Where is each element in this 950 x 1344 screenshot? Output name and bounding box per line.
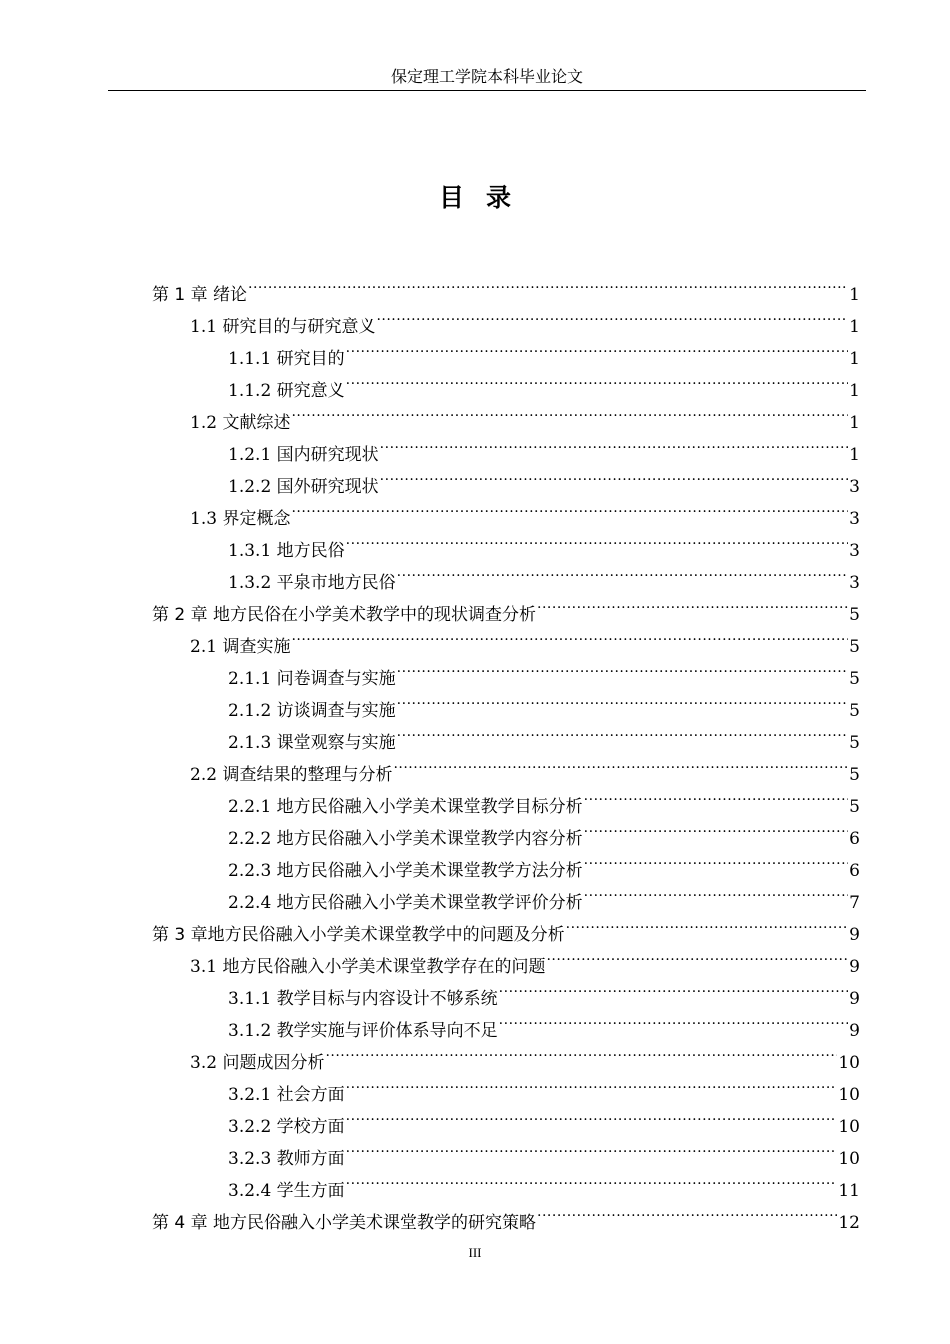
toc-entry-label: 1.3 界定概念 — [190, 509, 291, 529]
toc-entry-label: 3.2.2 学校方面 — [228, 1117, 345, 1137]
toc-entry[interactable] — [152, 268, 860, 305]
toc-entry-label: 2.2 调查结果的整理与分析 — [190, 765, 393, 785]
toc-entry-page: 1 — [849, 285, 860, 305]
footer-page-number: III — [468, 1245, 482, 1260]
table-of-contents — [152, 268, 860, 1233]
toc-entry-page: 5 — [849, 669, 860, 689]
toc-entry-page: 10 — [838, 1085, 860, 1105]
toc-entry-label: 1.3.2 平泉市地方民俗 — [228, 573, 396, 593]
toc-entry-label: 3.2.4 学生方面 — [228, 1181, 345, 1201]
toc-entry-page: 1 — [849, 349, 860, 369]
toc-entry-page: 9 — [849, 989, 860, 1009]
toc-dot-leader — [346, 1164, 838, 1196]
toc-entry-label: 3.1 地方民俗融入小学美术课堂教学存在的问题 — [190, 957, 546, 977]
toc-entry-page: 5 — [849, 765, 860, 785]
toc-entry[interactable] — [152, 300, 860, 337]
toc-dot-leader — [584, 844, 849, 876]
toc-entry-label: 2.2.2 地方民俗融入小学美术课堂教学内容分析 — [228, 829, 583, 849]
toc-dot-leader — [546, 940, 848, 972]
toc-entry-label: 3.1.2 教学实施与评价体系导向不足 — [228, 1021, 498, 1041]
toc-dot-leader — [346, 1100, 838, 1132]
toc-entry-label: 1.1 研究目的与研究意义 — [190, 317, 376, 337]
toc-entry-page: 1 — [849, 413, 860, 433]
toc-entry-label: 第 3 章地方民俗融入小学美术课堂教学中的问题及分析 — [152, 925, 565, 945]
toc-entry-page: 9 — [849, 957, 860, 977]
toc-dot-leader — [248, 268, 848, 300]
toc-dot-leader — [380, 460, 849, 492]
toc-entry-label: 2.1.2 访谈调查与实施 — [228, 701, 396, 721]
toc-entry-page: 10 — [838, 1149, 860, 1169]
toc-dot-leader — [537, 588, 848, 620]
toc-entry-page: 9 — [849, 1021, 860, 1041]
toc-entry-page: 7 — [849, 893, 860, 913]
toc-entry-label: 2.1 调查实施 — [190, 637, 291, 657]
toc-entry-label: 1.2 文献综述 — [190, 413, 291, 433]
toc-entry-page: 3 — [849, 541, 860, 561]
toc-entry-label: 2.2.3 地方民俗融入小学美术课堂教学方法分析 — [228, 861, 583, 881]
toc-entry-page: 5 — [849, 733, 860, 753]
toc-entry-label: 2.2.4 地方民俗融入小学美术课堂教学评价分析 — [228, 893, 583, 913]
toc-entry-label: 2.2.1 地方民俗融入小学美术课堂教学目标分析 — [228, 797, 583, 817]
toc-dot-leader — [499, 1004, 849, 1036]
toc-entry-label: 1.3.1 地方民俗 — [228, 541, 345, 561]
toc-entry-page: 6 — [849, 829, 860, 849]
toc-entry-label: 3.2 问题成因分析 — [190, 1053, 325, 1073]
toc-entry-label: 2.1.3 课堂观察与实施 — [228, 733, 396, 753]
toc-dot-leader — [584, 812, 849, 844]
page-header — [108, 66, 866, 91]
toc-dot-leader — [291, 396, 848, 428]
toc-entry-page: 5 — [849, 605, 860, 625]
toc-entry-label: 3.2.1 社会方面 — [228, 1085, 345, 1105]
toc-entry-page: 10 — [838, 1117, 860, 1137]
toc-dot-leader — [376, 300, 848, 332]
toc-dot-leader — [291, 620, 848, 652]
toc-entry-label: 1.1.1 研究目的 — [228, 349, 345, 369]
toc-entry-page: 12 — [838, 1213, 860, 1233]
toc-entry-page: 1 — [849, 317, 860, 337]
toc-entry-page: 3 — [849, 573, 860, 593]
toc-dot-leader — [566, 908, 849, 940]
toc-dot-leader — [397, 556, 849, 588]
toc-entry-page: 6 — [849, 861, 860, 881]
toc-entry-label: 2.1.1 问卷调查与实施 — [228, 669, 396, 689]
toc-dot-leader — [346, 1068, 838, 1100]
toc-dot-leader — [499, 972, 849, 1004]
toc-entry-page: 5 — [849, 637, 860, 657]
toc-dot-leader — [397, 652, 849, 684]
toc-dot-leader — [346, 332, 849, 364]
toc-dot-leader — [346, 1132, 838, 1164]
toc-entry-page: 10 — [838, 1053, 860, 1073]
page-footer — [0, 1245, 950, 1261]
toc-entry-page: 1 — [849, 445, 860, 465]
toc-entry-label: 第 1 章 绪论 — [152, 285, 248, 305]
toc-dot-leader — [537, 1196, 837, 1228]
toc-entry-page: 11 — [838, 1181, 860, 1201]
toc-dot-leader — [346, 364, 849, 396]
toc-dot-leader — [397, 716, 849, 748]
toc-dot-leader — [291, 492, 848, 524]
toc-title: 目录 — [438, 183, 533, 212]
toc-entry-page: 1 — [849, 381, 860, 401]
toc-dot-leader — [325, 1036, 837, 1068]
toc-entry-label: 1.1.2 研究意义 — [228, 381, 345, 401]
toc-dot-leader — [393, 748, 848, 780]
toc-dot-leader — [584, 780, 849, 812]
toc-dot-leader — [346, 524, 849, 556]
toc-dot-leader — [397, 684, 849, 716]
toc-entry-page: 9 — [849, 925, 860, 945]
toc-entry-label: 第 2 章 地方民俗在小学美术教学中的现状调查分析 — [152, 605, 537, 625]
toc-dot-leader — [584, 876, 849, 908]
toc-entry-label: 1.2.1 国内研究现状 — [228, 445, 379, 465]
toc-dot-leader — [380, 428, 849, 460]
toc-entry-label: 3.2.3 教师方面 — [228, 1149, 345, 1169]
toc-entry-page: 3 — [849, 477, 860, 497]
toc-entry-page: 3 — [849, 509, 860, 529]
toc-entry-label: 第 4 章 地方民俗融入小学美术课堂教学的研究策略 — [152, 1213, 537, 1233]
toc-entry-label: 3.1.1 教学目标与内容设计不够系统 — [228, 989, 498, 1009]
toc-entry-page: 5 — [849, 701, 860, 721]
toc-entry-label: 1.2.2 国外研究现状 — [228, 477, 379, 497]
toc-entry-page: 5 — [849, 797, 860, 817]
header-text: 保定理工学院本科毕业论文 — [390, 67, 583, 86]
